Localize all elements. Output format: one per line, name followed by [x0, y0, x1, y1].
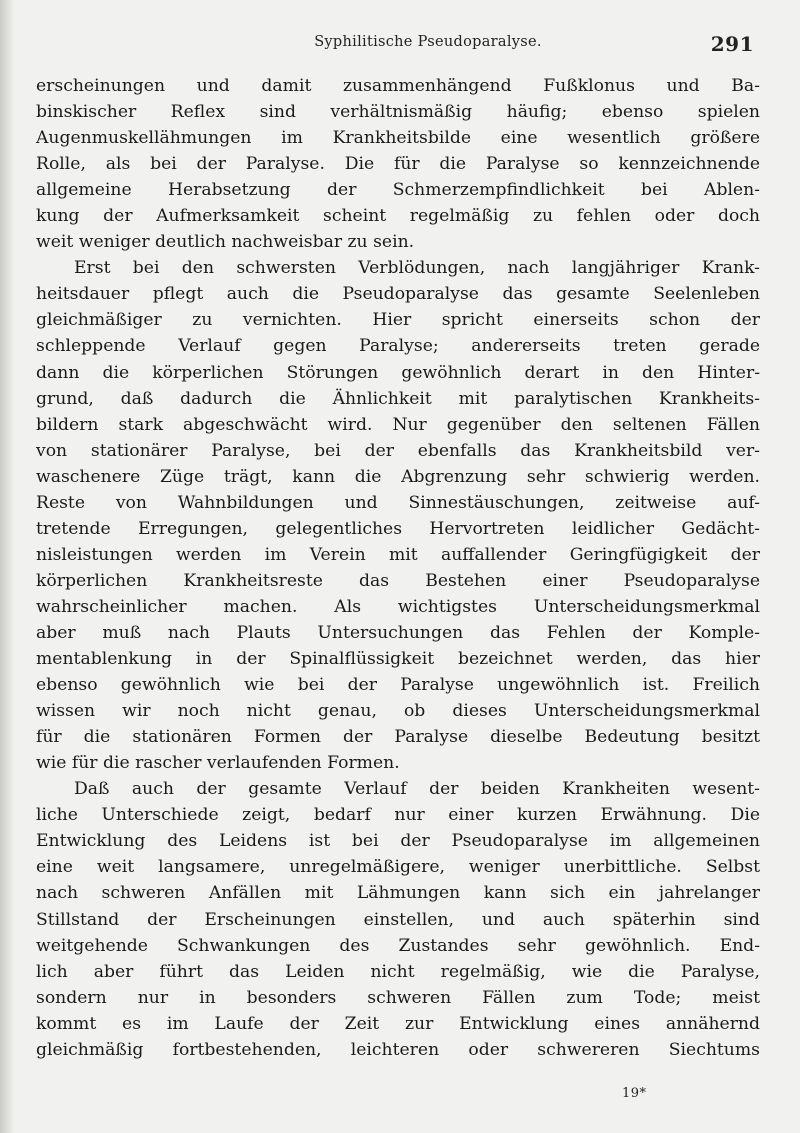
- text-line: eine weit langsamere, unregelmäßigere, weniger unerbittliche. Selbst: [36, 857, 760, 878]
- text-line: waschenere Züge trägt, kann die Abgrenzung sehr schwierig werden.: [36, 466, 760, 487]
- text-line: weit weniger deutlich nachweisbar zu sein.: [36, 232, 415, 253]
- text-line: tretende Erregungen, gelegentliches Hervortreten leidlicher Gedächt-: [36, 518, 760, 539]
- text-line: für die stationären Formen der Paralyse dieselbe Bedeutung besitzt: [36, 727, 760, 748]
- text-line: Daß auch der gesamte Verlauf der beiden Krankheiten wesent-: [74, 779, 760, 800]
- text-line: wie für die rascher verlaufenden Formen.: [36, 753, 400, 774]
- text-line: Entwicklung des Leidens ist bei der Pseudoparalyse im allgemeinen: [36, 831, 760, 852]
- text-line: mentablenkung in der Spinalflüssigkeit bezeichnet werden, das hier: [36, 649, 760, 670]
- text-line: lich aber führt das Leiden nicht regelmäßig, wie die Paralyse,: [36, 961, 760, 982]
- text-line: Stillstand der Erscheinungen einstellen, und auch späterhin sind: [36, 909, 760, 930]
- text-line: liche Unterschiede zeigt, bedarf nur einer kurzen Erwähnung. Die: [36, 805, 760, 826]
- signature-mark: 19*: [622, 1086, 647, 1101]
- body-text: [36, 73, 760, 1063]
- text-line: nisleistungen werden im Verein mit auffallender Geringfügigkeit der: [36, 544, 760, 565]
- page-number: 291: [710, 32, 754, 56]
- text-line: schleppende Verlauf gegen Paralyse; andererseits treten gerade: [36, 336, 760, 357]
- text-line: körperlichen Krankheitsreste das Bestehen einer Pseudoparalyse: [36, 570, 760, 591]
- text-line: allgemeine Herabsetzung der Schmerzempfindlichkeit bei Ablen-: [36, 180, 760, 201]
- text-line: Reste von Wahnbildungen und Sinnestäuschungen, zeitweise auf-: [36, 492, 760, 513]
- text-line: kommt es im Laufe der Zeit zur Entwicklung eines annähernd: [36, 1013, 760, 1034]
- text-line: gleichmäßig fortbestehenden, leichteren oder schwereren Siechtums: [36, 1039, 760, 1060]
- text-line: nach schweren Anfällen mit Lähmungen kann sich ein jahrelanger: [36, 883, 760, 904]
- text-line: heitsdauer pflegt auch die Pseudoparalyse das gesamte Seelenleben: [36, 284, 760, 305]
- text-line: dann die körperlichen Störungen gewöhnlich derart in den Hinter-: [36, 362, 760, 383]
- text-line: bildern stark abgeschwächt wird. Nur gegenüber den seltenen Fällen: [36, 414, 760, 435]
- text-line: Erst bei den schwersten Verblödungen, nach langjähriger Krank-: [74, 258, 760, 279]
- text-line: gleichmäßiger zu vernichten. Hier spricht einerseits schon der: [36, 310, 760, 331]
- text-line: wissen wir noch nicht genau, ob dieses Unterscheidungsmerkmal: [36, 701, 760, 722]
- text-line: von stationärer Paralyse, bei der ebenfalls das Krankheitsbild ver-: [36, 440, 760, 461]
- text-line: kung der Aufmerksamkeit scheint regelmäßig zu fehlen oder doch: [36, 206, 760, 227]
- text-line: Rolle, als bei der Paralyse. Die für die Paralyse so kennzeichnende: [36, 154, 760, 175]
- text-line: sondern nur in besonders schweren Fällen zum Tode; meist: [36, 987, 760, 1008]
- text-line: Augenmuskellähmungen im Krankheitsbilde eine wesentlich größere: [36, 128, 760, 149]
- text-line: binskischer Reflex sind verhältnismäßig häufig; ebenso spielen: [36, 102, 760, 123]
- running-title: Syphilitische Pseudoparalyse.: [314, 34, 542, 50]
- text-line: grund, daß dadurch die Ähnlichkeit mit paralytischen Krankheits-: [36, 388, 760, 409]
- text-line: erscheinungen und damit zusammenhängend Fußklonus und Ba-: [36, 76, 760, 96]
- text-line: ebenso gewöhnlich wie bei der Paralyse ungewöhnlich ist. Freilich: [36, 675, 760, 696]
- running-head: [36, 30, 760, 60]
- text-line: wahrscheinlicher machen. Als wichtigstes Unterscheidungsmerkmal: [36, 596, 760, 617]
- text-line: aber muß nach Plauts Untersuchungen das Fehlen der Komple-: [36, 622, 760, 643]
- text-line: weitgehende Schwankungen des Zustandes sehr gewöhnlich. End-: [36, 935, 760, 956]
